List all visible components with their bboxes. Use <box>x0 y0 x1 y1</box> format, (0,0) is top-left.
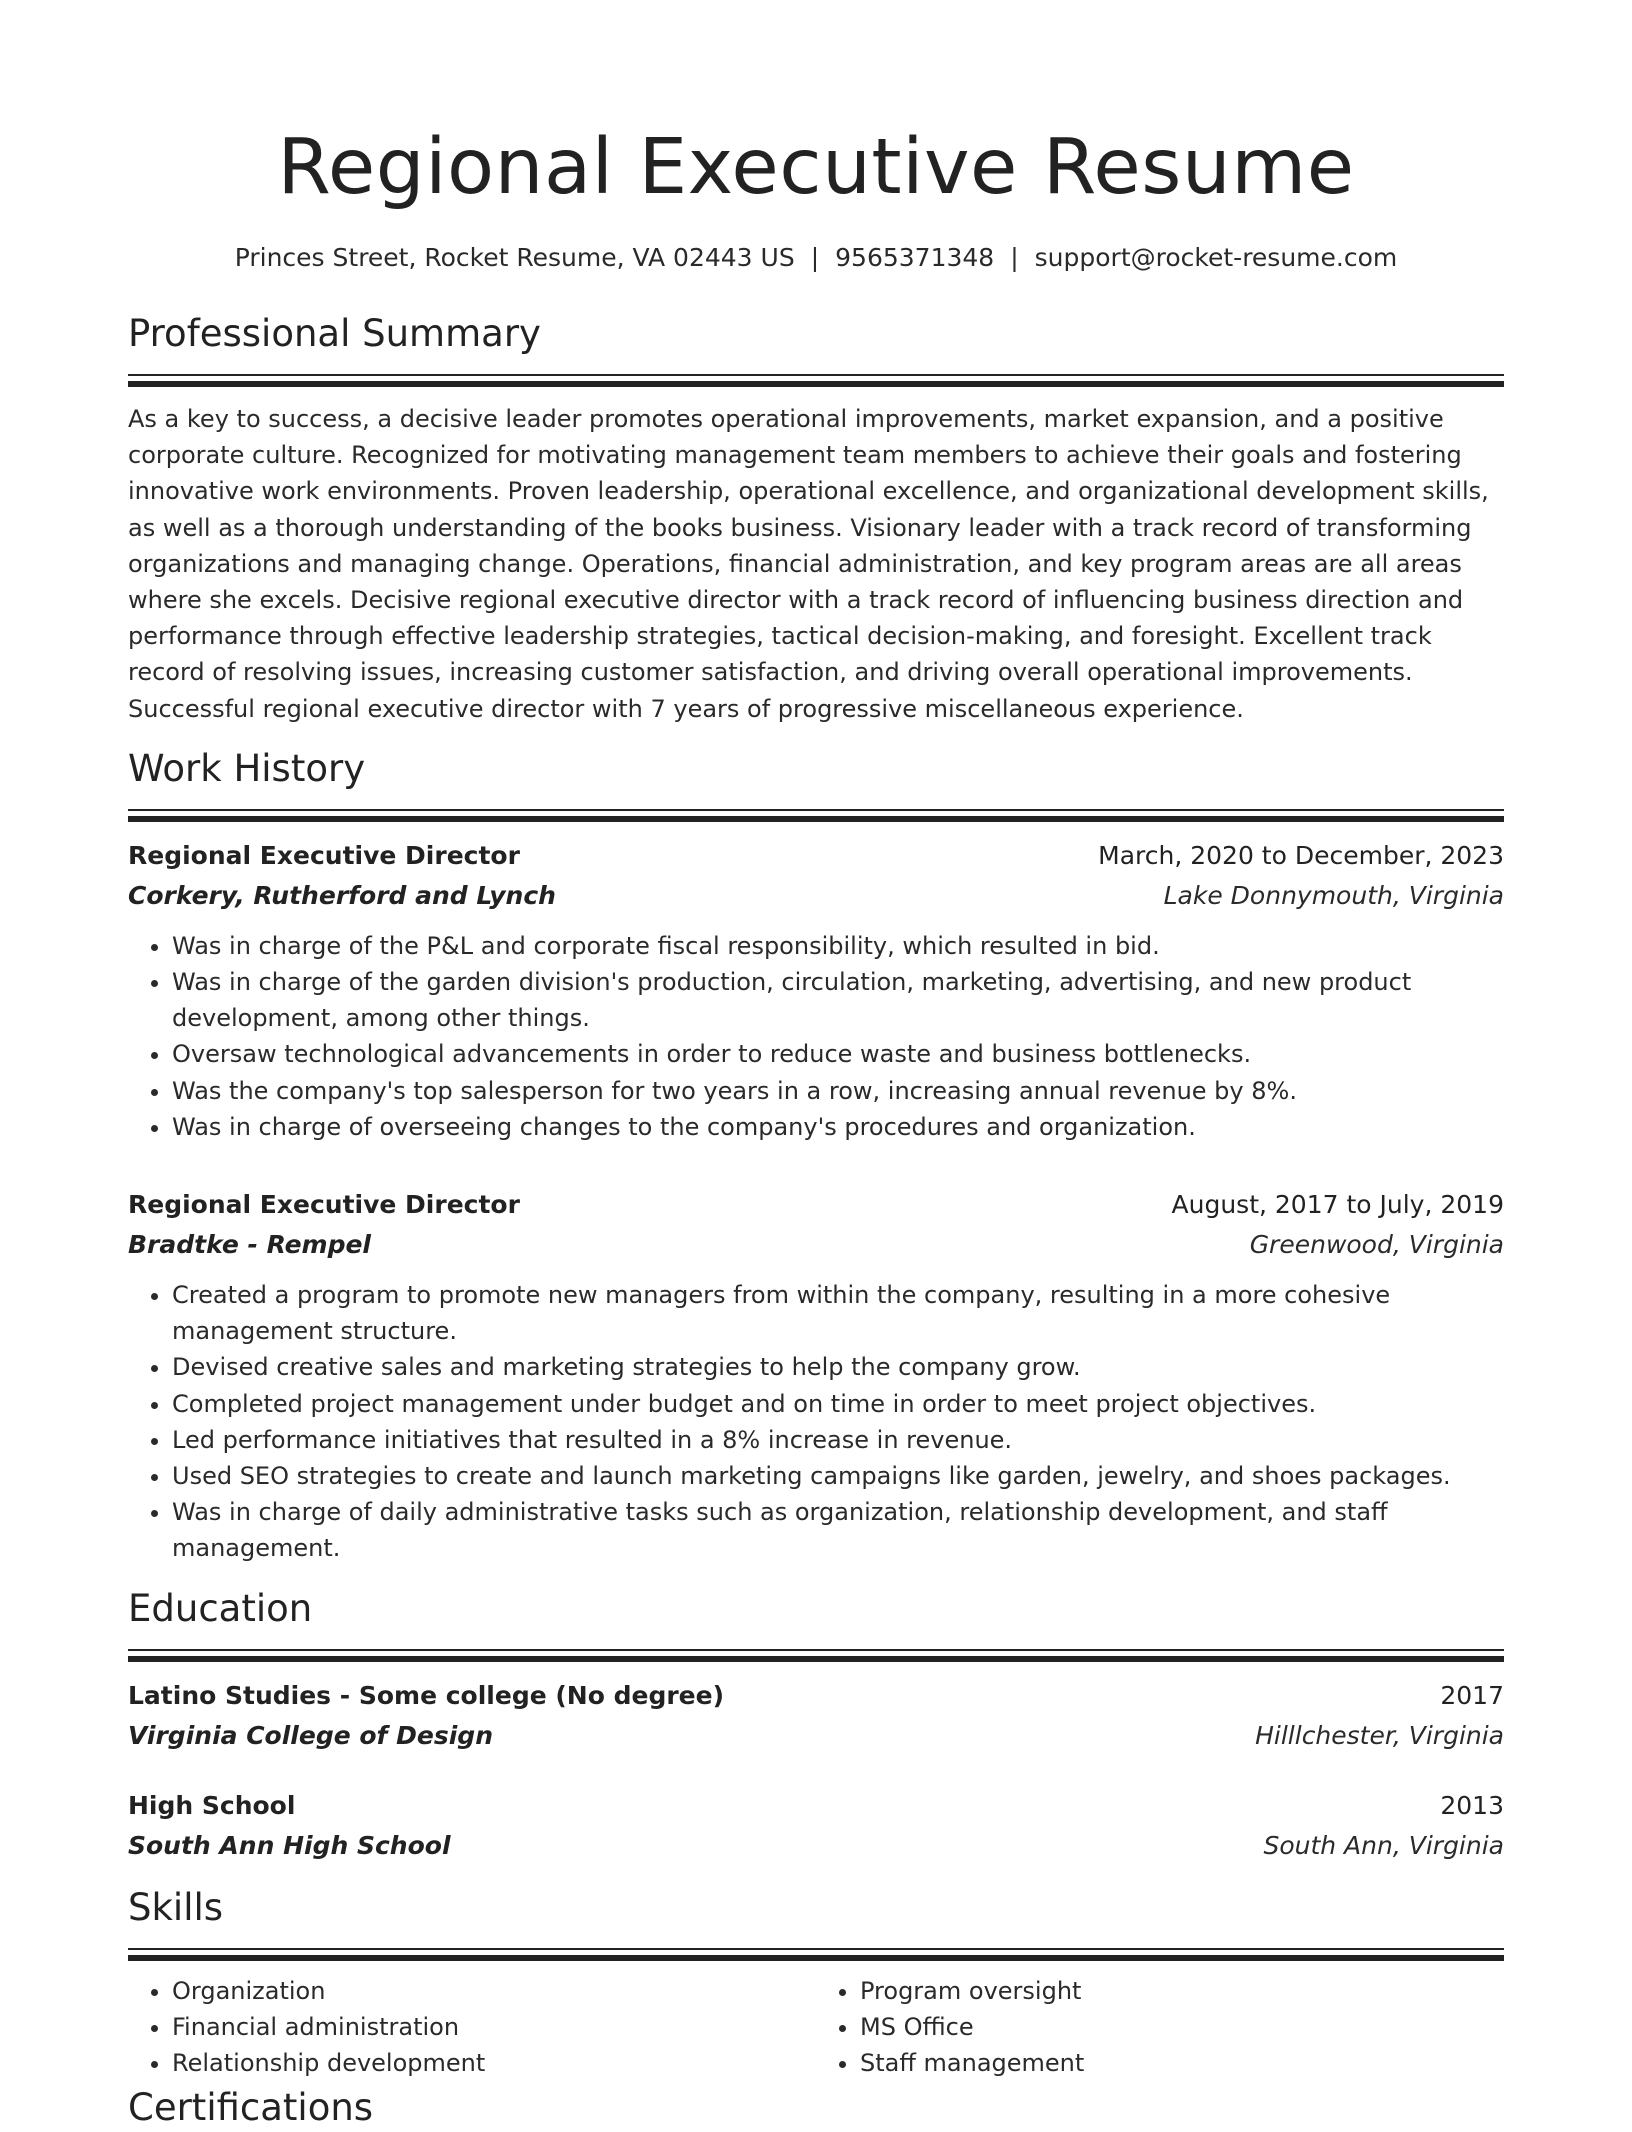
job-title: Regional Executive Director <box>128 840 520 870</box>
section-heading-certifications: Certifications <box>128 2086 374 2129</box>
list-item: • Was the company's top salesperson for two years in a row, increasing annual revenue by 8%. <box>172 1073 1504 1109</box>
education-location: Hilllchester, Virginia <box>1255 1720 1504 1750</box>
contact-email: support@rocket-resume.com <box>1034 243 1398 272</box>
list-item: • Oversaw technological advancements in order to reduce waste and business bottlenecks. <box>172 1036 1504 1072</box>
education-entry <box>128 1786 1504 1866</box>
education-entry <box>128 1676 1504 1756</box>
list-item: • Relationship development <box>172 2045 816 2081</box>
list-item: • Program oversight <box>860 1973 1504 2009</box>
list-item: • Used SEO strategies to create and launch marketing campaigns like garden, jewelry, and shoes packages. <box>172 1458 1504 1494</box>
education-year: 2017 <box>1440 1680 1504 1710</box>
education-degree: High School <box>128 1790 296 1820</box>
education-location: South Ann, Virginia <box>1263 1830 1504 1860</box>
resume-page <box>128 0 1504 2081</box>
section-divider <box>128 374 1504 387</box>
section-work-history <box>128 745 1504 822</box>
section-divider <box>128 809 1504 822</box>
job-title: Regional Executive Director <box>128 1190 520 1220</box>
section-divider <box>128 1649 1504 1662</box>
list-item: • Was in charge of daily administrative tasks such as organization, relationship development, and staff management. <box>172 1494 1504 1566</box>
contact-phone: 9565371348 <box>835 243 995 272</box>
contact-address: Princes Street, Rocket Resume, VA 02443 US <box>234 243 795 272</box>
section-summary <box>128 310 1504 387</box>
list-item: • Devised creative sales and marketing strategies to help the company grow. <box>172 1349 1504 1385</box>
job-entry <box>128 1185 1504 1567</box>
education-school: Virginia College of Design <box>128 1720 493 1750</box>
job-company: Bradtke - Rempel <box>128 1230 372 1260</box>
skills-right-list <box>816 1973 1504 2082</box>
section-education <box>128 1585 1504 1662</box>
job-dates: March, 2020 to December, 2023 <box>1098 840 1504 870</box>
summary-text: As a key to success, a decisive leader promotes operational improvements, market expansion, and a positive corporate culture. Recognized for motivating management team members to achieve their goals and fostering innovative work environments. Proven leadership, operational excellence, and organizational development skills, as well as a thorough understanding of the books business. Visionary leader with a track record of transforming organizations and managing change. Operations, financial administration, and key program areas are all areas where she excels. Decisive regional executive director with a track record of influencing business direction and performance through effective leadership strategies, tactical decision-making, and foresight. Excellent track record of resolving issues, increasing customer satisfaction, and driving overall operational improvements. Successful regional executive director with 7 years of progressive miscellaneous experience. <box>128 405 1489 723</box>
list-item: • Organization <box>172 1973 816 2009</box>
education-degree: Latino Studies - Some college (No degree) <box>128 1680 725 1710</box>
list-item: • Completed project management under budget and on time in order to meet project objectives. <box>172 1386 1504 1422</box>
section-skills <box>128 1884 1504 1961</box>
job-entry <box>128 836 1504 1145</box>
education-year: 2013 <box>1440 1790 1504 1820</box>
job-company: Corkery, Rutherford and Lynch <box>128 880 556 910</box>
contact-line <box>128 242 1504 274</box>
list-item: • Financial administration <box>172 2009 816 2045</box>
skills-left-list <box>128 1973 816 2082</box>
skills-columns <box>128 1973 1504 2082</box>
job-bullets <box>128 928 1504 1145</box>
list-item: • Staff management <box>860 2045 1504 2081</box>
contact-separator: | <box>1010 243 1019 272</box>
list-item: • Was in charge of overseeing changes to the company's procedures and organization. <box>172 1109 1504 1145</box>
job-bullets <box>128 1277 1504 1567</box>
list-item: • Was in charge of the P&L and corporate fiscal responsibility, which resulted in bid. <box>172 928 1504 964</box>
list-item: • MS Office <box>860 2009 1504 2045</box>
section-heading-summary: Professional Summary <box>128 312 541 355</box>
contact-separator: | <box>810 243 820 272</box>
list-item: • Led performance initiatives that resulted in a 8% increase in revenue. <box>172 1422 1504 1458</box>
resume-title: Regional Executive Resume <box>277 123 1355 212</box>
section-heading-work: Work History <box>128 746 366 790</box>
job-location: Greenwood, Virginia <box>1249 1230 1504 1260</box>
education-school: South Ann High School <box>128 1830 451 1860</box>
list-item: • Was in charge of the garden division's production, circulation, marketing, advertising, and new product development, among other things. <box>172 964 1504 1036</box>
job-location: Lake Donnymouth, Virginia <box>1163 880 1504 910</box>
job-dates: August, 2017 to July, 2019 <box>1171 1190 1504 1220</box>
section-heading-skills: Skills <box>128 1885 224 1929</box>
list-item: • Created a program to promote new managers from within the company, resulting in a more cohesive management structure. <box>172 1277 1504 1349</box>
section-heading-education: Education <box>128 1586 313 1630</box>
section-divider <box>128 1948 1504 1961</box>
